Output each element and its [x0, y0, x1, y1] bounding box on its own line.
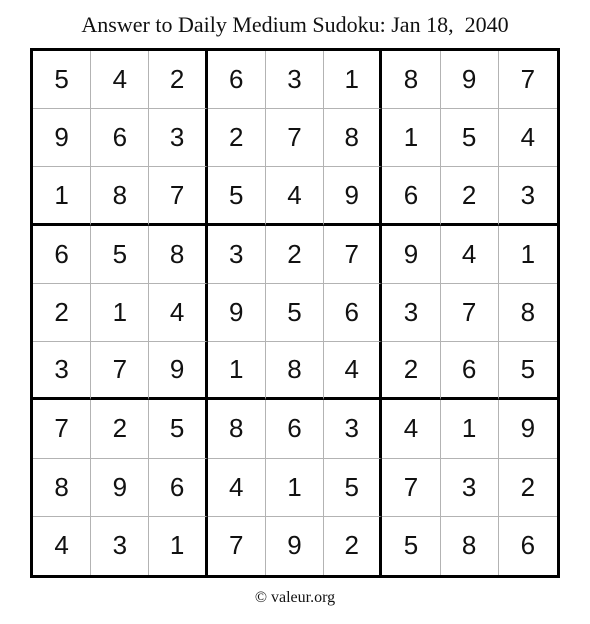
sudoku-cell: 6 — [33, 226, 91, 284]
sudoku-cell: 5 — [266, 284, 324, 342]
sudoku-cell: 7 — [33, 400, 91, 458]
sudoku-cell: 2 — [91, 400, 149, 458]
sudoku-cell: 3 — [33, 342, 91, 400]
sudoku-cell: 5 — [382, 517, 440, 575]
sudoku-cell: 1 — [382, 109, 440, 167]
sudoku-cell: 9 — [91, 459, 149, 517]
sudoku-cell: 4 — [149, 284, 207, 342]
sudoku-cell: 9 — [499, 400, 557, 458]
sudoku-cell: 2 — [324, 517, 382, 575]
sudoku-cell: 8 — [149, 226, 207, 284]
sudoku-cell: 1 — [33, 167, 91, 225]
sudoku-cell: 3 — [382, 284, 440, 342]
sudoku-cell: 8 — [441, 517, 499, 575]
sudoku-grid — [30, 48, 560, 578]
sudoku-cell: 8 — [382, 51, 440, 109]
sudoku-cell: 8 — [208, 400, 266, 458]
sudoku-cell: 8 — [499, 284, 557, 342]
sudoku-cell: 6 — [266, 400, 324, 458]
sudoku-cell: 5 — [33, 51, 91, 109]
sudoku-cell: 8 — [266, 342, 324, 400]
sudoku-cell: 1 — [324, 51, 382, 109]
sudoku-cell: 2 — [266, 226, 324, 284]
sudoku-cell: 4 — [91, 51, 149, 109]
sudoku-cell: 7 — [91, 342, 149, 400]
sudoku-cell: 6 — [91, 109, 149, 167]
sudoku-cell: 7 — [266, 109, 324, 167]
sudoku-cell: 5 — [499, 342, 557, 400]
sudoku-cell: 4 — [441, 226, 499, 284]
sudoku-cell: 5 — [149, 400, 207, 458]
sudoku-cell: 2 — [382, 342, 440, 400]
sudoku-cell: 7 — [441, 284, 499, 342]
sudoku-cell: 5 — [324, 459, 382, 517]
sudoku-cell: 7 — [382, 459, 440, 517]
sudoku-cell: 3 — [441, 459, 499, 517]
copyright-footer: © valeur.org — [254, 589, 336, 606]
page-title: Answer to Daily Medium Sudoku: Jan 18, 2040 — [81, 12, 509, 37]
sudoku-cell: 6 — [149, 459, 207, 517]
sudoku-cell: 9 — [441, 51, 499, 109]
sudoku-cell: 6 — [520, 530, 536, 561]
sudoku-cell: 4 — [33, 517, 91, 575]
sudoku-cell: 6 — [441, 342, 499, 400]
sudoku-cell: 1 — [499, 226, 557, 284]
sudoku-cell: 3 — [208, 226, 266, 284]
sudoku-cell: 9 — [324, 167, 382, 225]
sudoku-cell: 7 — [208, 517, 266, 575]
sudoku-cell: 8 — [91, 167, 149, 225]
sudoku-cell: 3 — [266, 51, 324, 109]
sudoku-cell: 4 — [382, 400, 440, 458]
sudoku-cell: 8 — [33, 459, 91, 517]
sudoku-cell: 4 — [208, 459, 266, 517]
sudoku-cell: 4 — [499, 109, 557, 167]
sudoku-cell: 7 — [149, 167, 207, 225]
sudoku-cell: 6 — [208, 51, 266, 109]
sudoku-cell: 2 — [441, 167, 499, 225]
sudoku-cell: 4 — [324, 342, 382, 400]
sudoku-cell: 5 — [441, 109, 499, 167]
sudoku-cell: 3 — [91, 517, 149, 575]
sudoku-cell: 9 — [33, 109, 91, 167]
sudoku-cell: 7 — [499, 51, 557, 109]
sudoku-cell: 1 — [266, 459, 324, 517]
sudoku-cell: 1 — [441, 400, 499, 458]
sudoku-cell: 1 — [208, 342, 266, 400]
sudoku-cell: 6 — [324, 284, 382, 342]
sudoku-cell: 3 — [149, 109, 207, 167]
sudoku-cell: 7 — [324, 226, 382, 284]
sudoku-cell: 9 — [149, 342, 207, 400]
sudoku-cell: 4 — [266, 167, 324, 225]
sudoku-cell: 1 — [91, 284, 149, 342]
sudoku-cell: 2 — [499, 459, 557, 517]
sudoku-cell: 8 — [324, 109, 382, 167]
sudoku-cell: 9 — [266, 517, 324, 575]
sudoku-cell: 5 — [208, 167, 266, 225]
sudoku-cell: 5 — [91, 226, 149, 284]
sudoku-cell: 9 — [382, 226, 440, 284]
sudoku-cell: 9 — [208, 284, 266, 342]
sudoku-cell: 2 — [33, 284, 91, 342]
sudoku-cell: 6 — [382, 167, 440, 225]
sudoku-cell: 2 — [208, 109, 266, 167]
sudoku-cell: 3 — [499, 167, 557, 225]
sudoku-cell: 2 — [149, 51, 207, 109]
sudoku-cell: 1 — [149, 517, 207, 575]
sudoku-cell: 3 — [324, 400, 382, 458]
